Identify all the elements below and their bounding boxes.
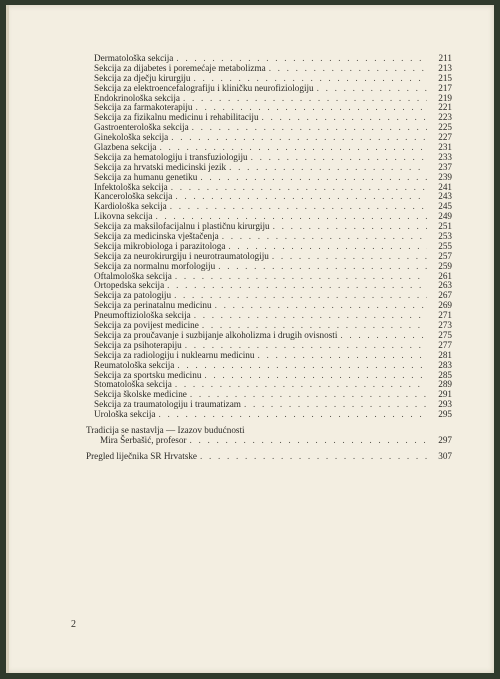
dot-leader <box>215 301 427 311</box>
toc-entry-page: 237 <box>438 161 452 172</box>
dot-leader <box>171 183 427 193</box>
toc-entry-title: Ginekološka sekcija <box>94 132 169 143</box>
dot-leader <box>340 331 427 341</box>
toc-entry-title: Sekcija za farmakoterapiju <box>94 102 193 113</box>
dot-leader <box>171 133 427 143</box>
toc-entry-title: Sekcija školske medicine <box>94 389 187 400</box>
toc-entry-page: 283 <box>438 359 452 370</box>
toc-entry-page: 239 <box>438 171 452 182</box>
toc-entry-page: 257 <box>438 250 452 261</box>
toc-entry-title: Dermatološka sekcija <box>94 53 174 63</box>
dot-leader <box>183 94 427 104</box>
dot-leader <box>175 272 427 282</box>
dot-leader <box>222 232 427 242</box>
toc-entry-page: 293 <box>438 399 452 410</box>
dot-leader <box>272 252 427 262</box>
toc-entry-title: Sekcija mikrobiologa i parazitologa <box>94 240 226 251</box>
toc-entry-page: 227 <box>438 132 452 143</box>
toc-entry-title: Sekcija za humanu genetiku <box>94 171 198 182</box>
toc-entry-page: 219 <box>438 92 452 103</box>
toc-entry-page: 223 <box>438 112 452 123</box>
page-number: 2 <box>71 619 76 630</box>
toc-entry-page: 259 <box>438 260 452 271</box>
toc-entry-title: Sekcija za psihoterapiju <box>94 339 182 350</box>
toc-entry-title: Sekcija za povijest medicine <box>94 320 199 331</box>
toc-entry-page: 253 <box>438 231 452 242</box>
toc-entry-title: Sekcija za maksilofacijalnu i plastičnu kirurgiju <box>94 221 270 232</box>
toc-entry-page: 297 <box>438 434 452 445</box>
dot-leader <box>229 163 427 173</box>
dot-leader <box>177 361 427 371</box>
toc-entry-page: 231 <box>438 142 452 153</box>
toc-entry-title: Sekcija za radiologiju i nuklearnu medicinu <box>94 349 255 360</box>
toc-entry-page: 211 <box>438 53 452 63</box>
toc-entry-page: 215 <box>438 72 452 83</box>
toc-entry-page: 249 <box>438 211 452 222</box>
toc-entry-title: Glazbena sekcija <box>94 142 157 153</box>
toc-entry-page: 213 <box>438 62 452 73</box>
toc-entry-title: Sekcija za medicinska vještačenja <box>94 231 219 242</box>
toc-entry-page: 277 <box>438 339 452 350</box>
toc-entry <box>86 436 452 446</box>
toc-entry-title: Sekcija za patologiju <box>94 290 172 301</box>
toc-entry-title: Kardiološka sekcija <box>94 201 167 212</box>
toc-entry-title: Likovna sekcija <box>94 211 153 222</box>
toc-entry-page: 261 <box>438 270 452 281</box>
toc-entry-title: Gastroenterološka sekcija <box>94 122 189 133</box>
toc-entry-title: Tradicija se nastavlja — Izazov budućnosti <box>86 424 245 435</box>
toc-entry-page: 271 <box>438 310 452 321</box>
dot-leader <box>269 64 427 74</box>
dot-leader <box>192 123 427 133</box>
dot-leader <box>257 351 427 361</box>
toc-entry-page: 245 <box>438 201 452 212</box>
toc-entry <box>86 410 452 420</box>
toc-entry-title: Urološka sekcija <box>94 409 156 420</box>
toc-entry-title: Sekcija za hematologiju i transfuziologiju <box>94 151 248 162</box>
page-spine-edge <box>6 5 9 673</box>
toc-entry-page: 291 <box>438 389 452 400</box>
toc-entry-title: Sekcija za proučavanje i suzbijanje alkoholizma i drugih ovisnosti <box>94 329 338 340</box>
toc-entry-page: 295 <box>438 409 452 420</box>
toc-entry-page: 225 <box>438 122 452 133</box>
dot-leader <box>170 202 427 212</box>
toc-entry-page: 281 <box>438 349 452 360</box>
toc-entry-page: 285 <box>438 369 452 380</box>
toc-entry-title: Infektološka sekcija <box>94 181 168 192</box>
dot-leader <box>204 371 427 381</box>
toc-entry-title: Endokrinološka sekcija <box>94 92 180 103</box>
toc-entry-title: Ortopedska sekcija <box>94 280 165 291</box>
toc-entry <box>86 452 452 462</box>
dot-leader <box>174 291 427 301</box>
toc-entry-title: Sekcija za perinatalnu medicinu <box>94 300 212 311</box>
dot-leader <box>190 436 428 446</box>
toc-entry-title: Reumatološka sekcija <box>94 359 175 370</box>
toc-entry-title: Sekcija za traumatologiju i traumatizam <box>94 399 241 410</box>
book-page <box>6 5 494 673</box>
toc-entry-title: Sekcija za dječju kirurgiju <box>94 72 191 83</box>
toc-entry-page: 221 <box>438 102 452 113</box>
dot-leader <box>244 400 427 410</box>
toc-entry-page: 233 <box>438 151 452 162</box>
toc-entry-page: 263 <box>438 280 452 291</box>
toc-entry-title: Sekcija za sportsku medicinu <box>94 369 202 380</box>
toc-entry-title: Oftalmološka sekcija <box>94 270 172 281</box>
toc-entry-page: 241 <box>438 181 452 192</box>
dot-leader <box>218 262 427 272</box>
toc-entry-page: 275 <box>438 329 452 340</box>
dot-leader <box>200 173 427 183</box>
dot-leader <box>175 380 427 390</box>
toc-entry-page: 307 <box>438 450 452 461</box>
toc-entry-title: Pneumoftiziološka sekcija <box>94 310 191 321</box>
toc-entry-title: Sekcija za neurokirurgiju i neurotraumatologiju <box>94 250 269 261</box>
toc-entry-title: Mira Šerbašić, profesor <box>100 434 187 445</box>
toc-entry-page: 267 <box>438 290 452 301</box>
dot-leader <box>251 153 427 163</box>
dot-leader <box>273 222 427 232</box>
dot-leader <box>317 84 427 94</box>
dot-leader <box>262 113 427 123</box>
table-of-contents <box>86 54 452 462</box>
toc-entry-title: Sekcija za normalnu morfologiju <box>94 260 216 271</box>
toc-entry-page: 251 <box>438 221 452 232</box>
toc-entry-title: Sekcija za fizikalnu medicinu i rehabilitaciju <box>94 112 259 123</box>
dot-leader <box>175 192 427 202</box>
toc-entry-page: 273 <box>438 320 452 331</box>
toc-entry-page: 243 <box>438 191 452 202</box>
dot-leader <box>159 410 428 420</box>
dot-leader <box>200 452 427 462</box>
toc-entry-page: 217 <box>438 82 452 93</box>
toc-entry-title: Sekcija za elektroencefalografiju i kliničku neurofiziologiju <box>94 82 314 93</box>
toc-entry-page: 255 <box>438 240 452 251</box>
toc-entry-page: 269 <box>438 300 452 311</box>
toc-entry-title: Pregled liječnika SR Hrvatske <box>86 450 197 461</box>
dot-leader <box>194 311 427 321</box>
toc-entry-title: Sekcija za hrvatski medicinski jezik <box>94 161 227 172</box>
dot-leader <box>167 281 427 291</box>
toc-entry-title: Stomatološka sekcija <box>94 379 172 390</box>
toc-entry-title: Kancerološka sekcija <box>94 191 173 202</box>
toc-entry-title: Sekcija za dijabetes i poremećaje metabolizma <box>94 62 266 73</box>
toc-entry-page: 289 <box>438 379 452 390</box>
